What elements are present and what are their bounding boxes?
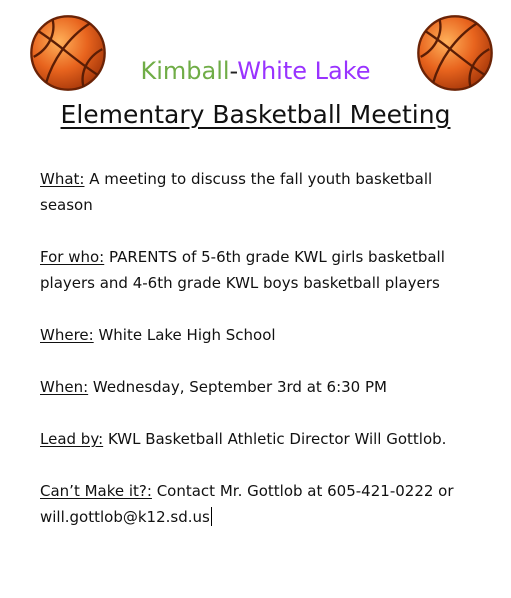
detail-cant-make-it[interactable] [40, 478, 480, 530]
title-school-name [0, 55, 511, 87]
detail-for-who [40, 244, 480, 296]
page-title: Elementary Basketball Meeting [60, 100, 451, 129]
detail-text: Wednesday, September 3rd at 6:30 PM [88, 378, 387, 396]
detail-label: Lead by: [40, 430, 104, 448]
detail-lead-by [40, 426, 480, 452]
detail-label: Where: [40, 326, 94, 344]
title-white-lake: White Lake [237, 57, 371, 85]
detail-text: A meeting to discuss the fall youth basketball season [40, 170, 433, 214]
detail-text: White Lake High School [93, 326, 276, 344]
detail-label: What: [40, 170, 85, 188]
meeting-details [40, 166, 480, 556]
detail-what [40, 166, 480, 218]
detail-label: For who: [40, 248, 105, 266]
detail-text: KWL Basketball Athletic Director Will Gottlob. [103, 430, 447, 448]
detail-label: Can’t Make it?: [40, 482, 152, 500]
detail-label: When: [40, 378, 89, 396]
title-kimball: Kimball [140, 57, 230, 85]
detail-where [40, 322, 480, 348]
text-cursor [211, 507, 212, 526]
title-separator: - [229, 57, 238, 85]
detail-when [40, 374, 480, 400]
detail-text: Contact Mr. Gottlob at 605-421-0222 or will.gottlob@k12.sd.us [40, 482, 454, 526]
detail-text: PARENTS of 5-6th grade KWL girls basketball players and 4-6th grade KWL boys basketball players [40, 248, 445, 292]
